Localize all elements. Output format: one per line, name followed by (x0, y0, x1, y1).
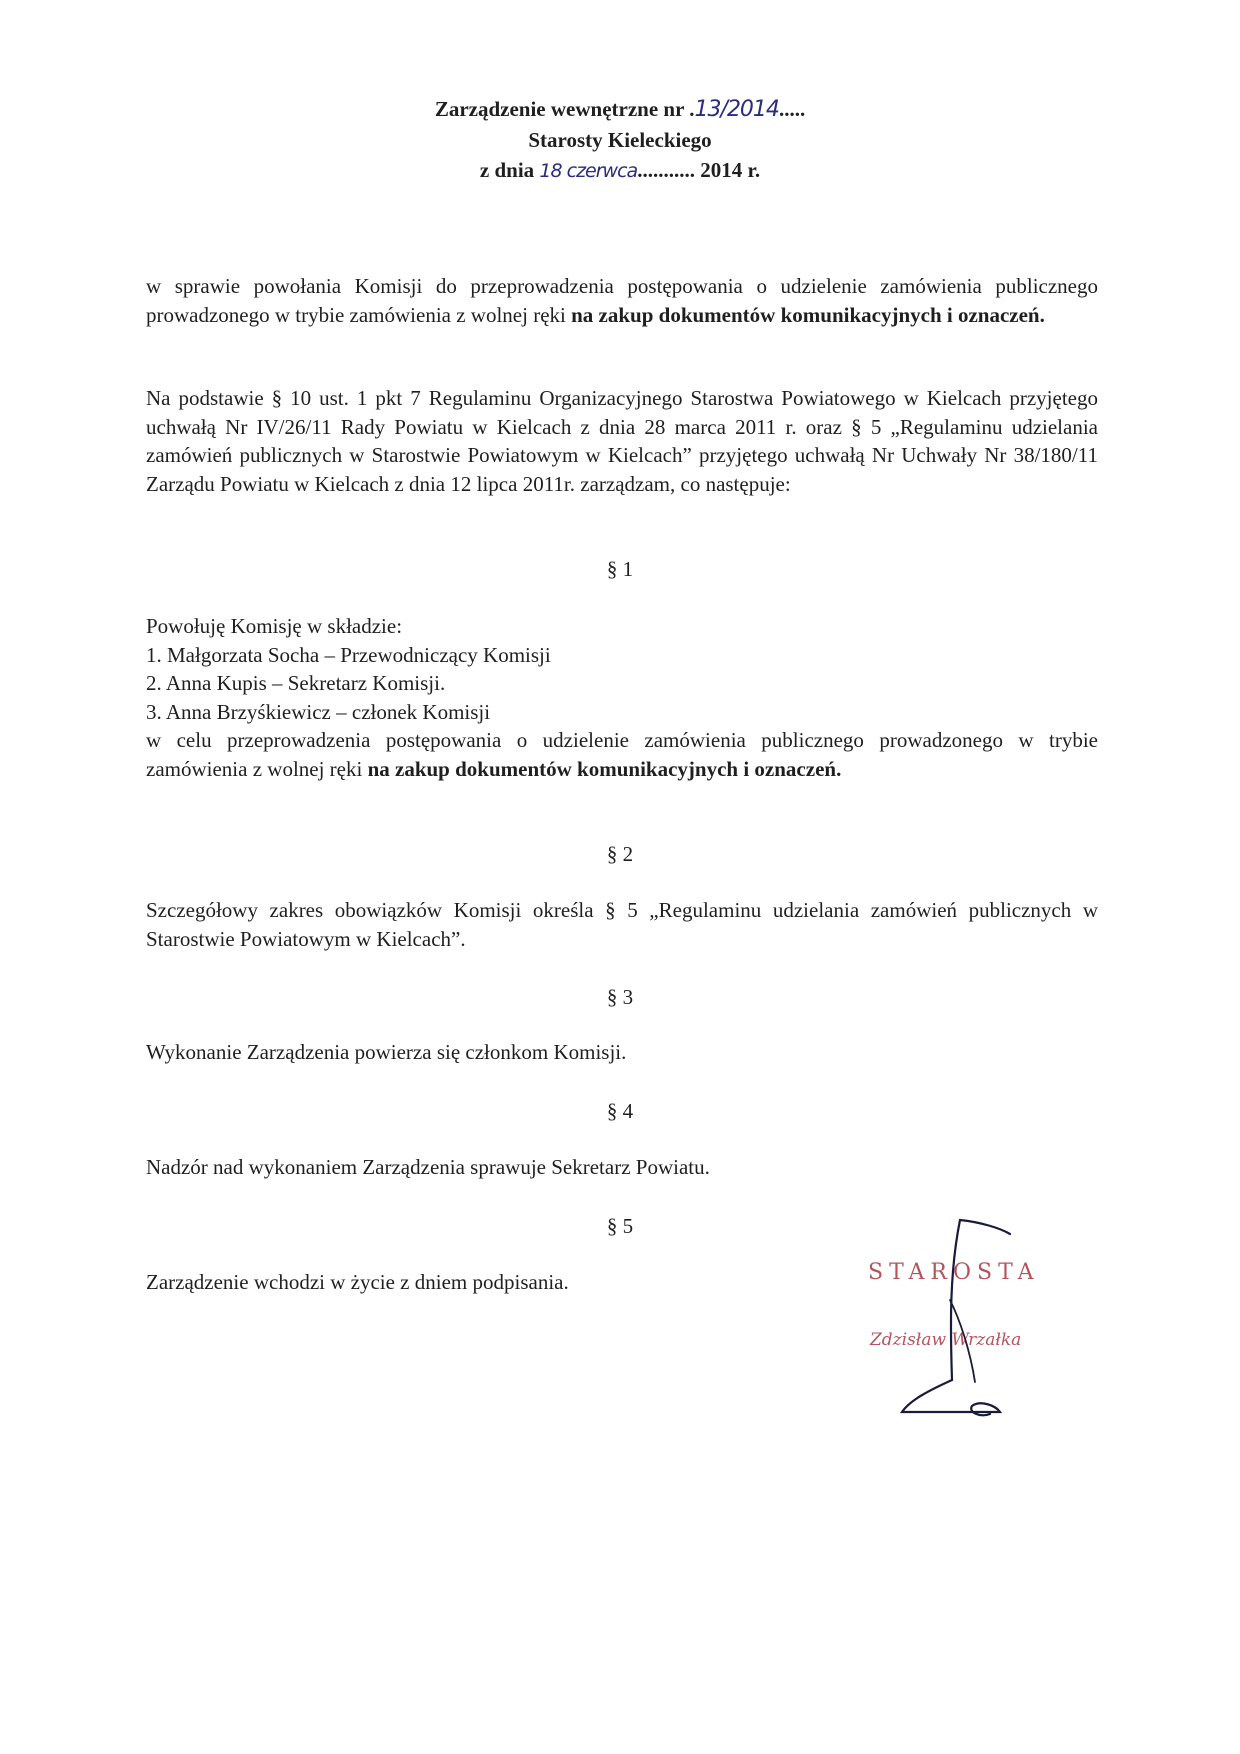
section-5-body: Zarządzenie wchodzi w życie z dniem podpisania. (146, 1270, 569, 1294)
handwritten-date: 18 czerwca (539, 160, 638, 182)
section-2-body: Szczegółowy zakres obowiązków Komisji określa § 5 „Regulaminu udzielania zamówień publicznych w Starostwie Powiatowym w Kielcach”. (146, 898, 1098, 951)
stamp-title: STAROSTA (868, 1260, 1040, 1285)
section-3-sign: § 3 (606, 985, 634, 1009)
document-date (0, 157, 1240, 185)
title-suffix: ..... (778, 97, 806, 121)
member-item: 3. Anna Brzyśkiewicz – członek Komisji (146, 699, 491, 724)
subject-bold-text: na zakup dokumentów komunikacyjnych i oznaczeń. (571, 302, 1045, 327)
purpose-bold-text: na zakup dokumentów komunikacyjnych i oznaczeń. (367, 756, 842, 781)
section-1-body (146, 612, 1098, 783)
subject-paragraph (146, 272, 1098, 329)
section-1-purpose (146, 728, 1098, 781)
date-suffix: ........... 2014 r. (637, 158, 761, 182)
section-5-sign: § 5 (606, 1214, 634, 1238)
stamp-name: Zdzisław Wrzałka (870, 1330, 1022, 1350)
section-4-body: Nadzór nad wykonaniem Zarządzenia sprawuje Sekretarz Powiatu. (146, 1155, 710, 1179)
legal-basis-paragraph: Na podstawie § 10 ust. 1 pkt 7 Regulaminu Organizacyjnego Starostwa Powiatowego w Kielcach przyjętego uchwałą Nr IV/26/11 Rady Powiatu w Kielcach z dnia 28 marca 2011 r. oraz § 5 „Regulaminu udzielania zamówień publicznych w Starostwie Powiatowym w Kielcach” przyjętego uchwałą Nr Uchwały Nr 38/180/11 Zarządu Powiatu w Kielcach z dnia 12 lipca 2011r. zarządzam, co następuje: (146, 386, 1098, 496)
section-2-sign: § 2 (606, 842, 634, 866)
section-4-sign: § 4 (606, 1099, 634, 1123)
subject-text: w sprawie powołania Komisji do przeprowadzenia postępowania o udzielenie zamówienia publicznego prowadzonego w trybie zamówienia z wolnej ręki (146, 274, 1098, 327)
title-prefix: Zarządzenie wewnętrzne nr . (434, 97, 695, 121)
section-1-sign: § 1 (606, 557, 634, 581)
handwritten-order-number: 13/2014 (694, 97, 779, 122)
document-title (0, 96, 1240, 123)
signature-icon (850, 1150, 1110, 1430)
member-item: 2. Anna Kupis – Sekretarz Komisji. (146, 671, 446, 695)
issuing-authority: Starosty Kieleckiego (528, 128, 712, 152)
member-item: 1. Małgorzata Socha – Przewodniczący Komisji (146, 642, 551, 667)
official-stamp (850, 1150, 1110, 1430)
section-3-body: Wykonanie Zarządzenia powierza się członkom Komisji. (146, 1040, 627, 1064)
purpose-text: w celu przeprowadzenia postępowania o udzielenie zamówienia publicznego prowadzonego w trybie zamówienia z wolnej ręki (146, 728, 1098, 781)
section-1-intro: Powołuję Komisję w składzie: (146, 614, 403, 638)
date-prefix: z dnia (479, 158, 540, 182)
